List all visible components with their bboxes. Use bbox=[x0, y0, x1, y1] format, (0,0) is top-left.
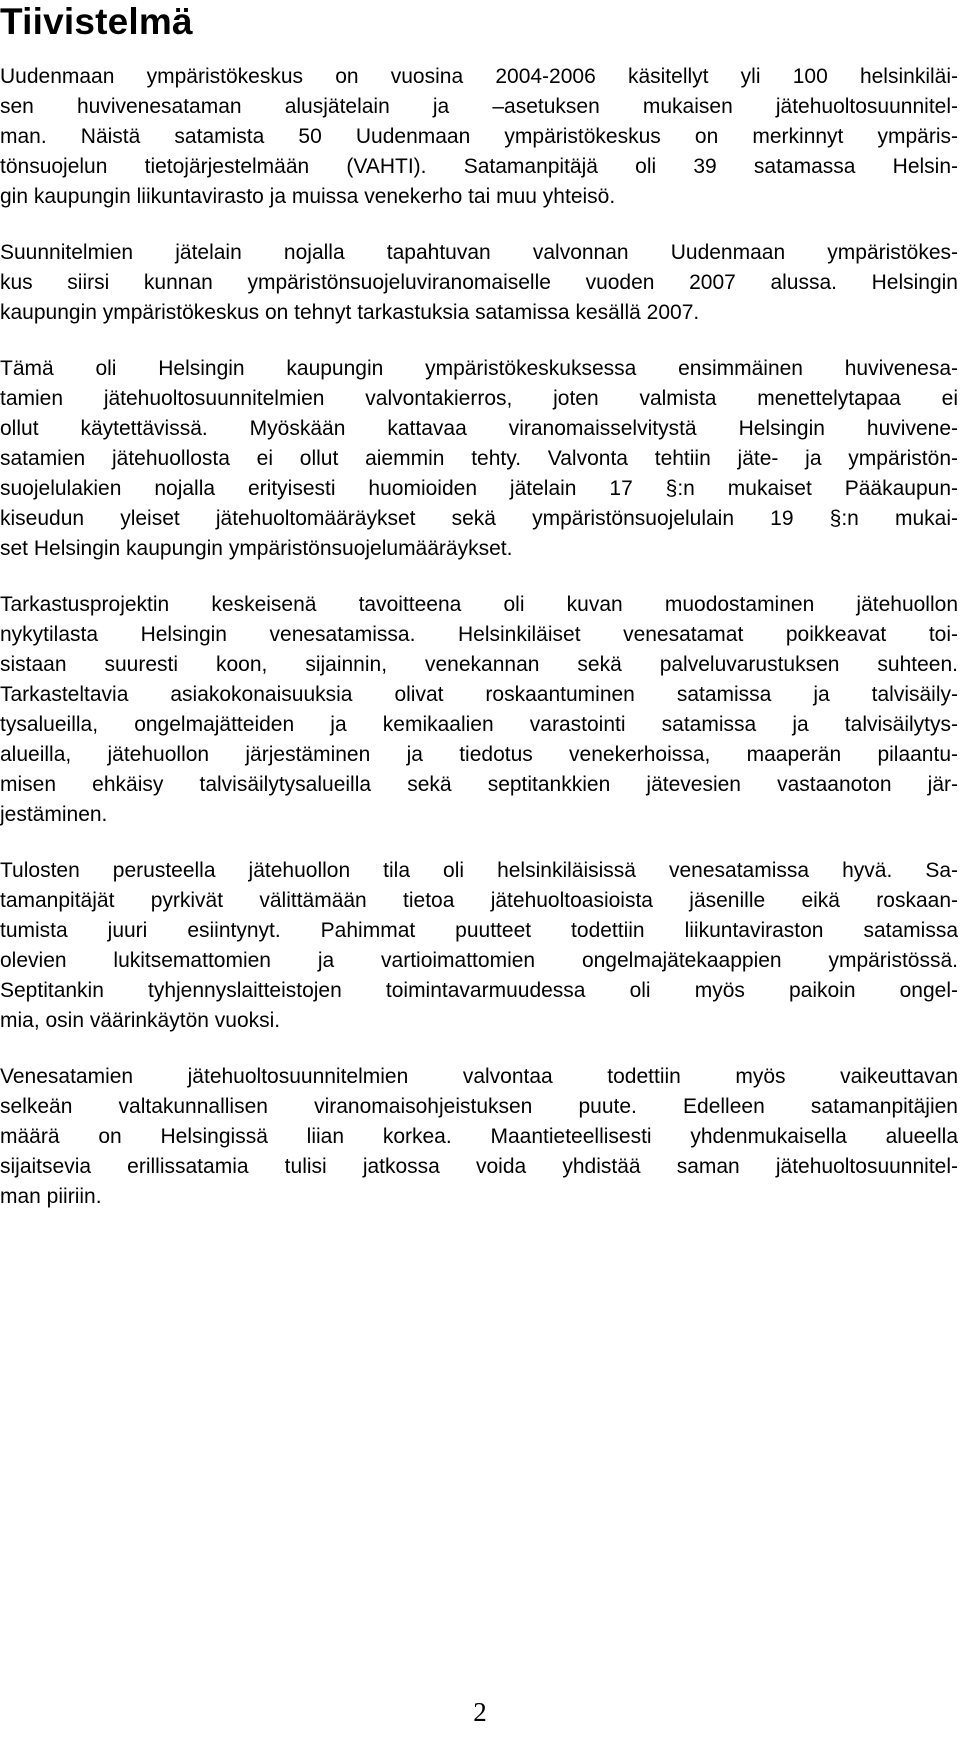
text-line: suojelulakien nojalla erityisesti huomioiden jätelain 17 §:n mukaiset Pääkaupun- bbox=[0, 477, 958, 500]
text-line: satamien jätehuollosta ei ollut aiemmin tehty. Valvonta tehtiin jäte- ja ympäristön- bbox=[0, 447, 958, 470]
paragraph-4 bbox=[0, 590, 958, 830]
text-line: ollut käytettävissä. Myöskään kattavaa viranomaisselvitystä Helsingin huvivene- bbox=[0, 417, 958, 440]
text-line: gin kaupungin liikuntavirasto ja muissa venekerho tai muu yhteisö. bbox=[0, 185, 616, 208]
paragraph-5 bbox=[0, 856, 958, 1036]
paragraph-1 bbox=[0, 62, 958, 212]
text-line: set Helsingin kaupungin ympäristönsuojelumääräykset. bbox=[0, 537, 513, 560]
text-line: tamanpitäjät pyrkivät välittämään tietoa jätehuoltoasioista jäsenille eikä roskaan- bbox=[0, 889, 958, 912]
paragraph-3 bbox=[0, 354, 958, 564]
text-line: kaupungin ympäristökeskus on tehnyt tarkastuksia satamissa kesällä 2007. bbox=[0, 301, 700, 324]
text-line: Tulosten perusteella jätehuollon tila oli helsinkiläisissä venesatamissa hyvä. Sa- bbox=[0, 859, 958, 882]
text-line: määrä on Helsingissä liian korkea. Maantieteellisesti yhdenmukaisella alueella bbox=[0, 1125, 958, 1148]
text-line: Tarkasteltavia asiakokonaisuuksia olivat roskaantuminen satamissa ja talvisäily- bbox=[0, 683, 958, 706]
paragraph-6 bbox=[0, 1062, 958, 1212]
text-line: jestäminen. bbox=[0, 803, 108, 826]
text-line: Septitankin tyhjennyslaitteistojen toimintavarmuudessa oli myös paikoin ongel- bbox=[0, 979, 958, 1002]
text-line: tysalueilla, ongelmajätteiden ja kemikaalien varastointi satamissa ja talvisäilytys- bbox=[0, 713, 958, 736]
text-line: nykytilasta Helsingin venesatamissa. Helsinkiläiset venesatamat poikkeavat toi- bbox=[0, 623, 958, 646]
text-line: kiseudun yleiset jätehuoltomääräykset sekä ympäristönsuojelulain 19 §:n mukai- bbox=[0, 507, 958, 530]
page-title: Tiivistelmä bbox=[0, 1, 193, 42]
text-line: sistaan suuresti koon, sijainnin, venekannan sekä palveluvarustuksen suhteen. bbox=[0, 653, 958, 676]
text-line: tamien jätehuoltosuunnitelmien valvontakierros, joten valmista menettelytapaa ei bbox=[0, 387, 958, 410]
text-line: tumista juuri esiintynyt. Pahimmat puutteet todettiin liikuntaviraston satamissa bbox=[0, 919, 958, 942]
text-line: kus siirsi kunnan ympäristönsuojeluviranomaiselle vuoden 2007 alussa. Helsingin bbox=[0, 271, 958, 294]
text-line: mia, osin väärinkäytön vuoksi. bbox=[0, 1009, 281, 1032]
text-line: Uudenmaan ympäristökeskus on vuosina 2004-2006 käsitellyt yli 100 helsinkiläi- bbox=[0, 65, 958, 88]
text-line: Suunnitelmien jätelain nojalla tapahtuvan valvonnan Uudenmaan ympäristökes- bbox=[0, 241, 958, 264]
text-line: misen ehkäisy talvisäilytysalueilla sekä septitankkien jätevesien vastaanoton jär- bbox=[0, 773, 958, 796]
text-line: Tämä oli Helsingin kaupungin ympäristökeskuksessa ensimmäinen huvivenesa- bbox=[0, 357, 958, 380]
text-line: alueilla, jätehuollon järjestäminen ja tiedotus venekerhoissa, maaperän pilaantu- bbox=[0, 743, 958, 766]
text-line: sijaitsevia erillissatamia tulisi jatkossa voida yhdistää saman jätehuoltosuunnitel- bbox=[0, 1155, 958, 1178]
text-line: tönsuojelun tietojärjestelmään (VAHTI). Satamanpitäjä oli 39 satamassa Helsin- bbox=[0, 155, 958, 178]
text-line: selkeän valtakunnallisen viranomaisohjeistuksen puute. Edelleen satamanpitäjien bbox=[0, 1095, 958, 1118]
page-number: 2 bbox=[473, 1697, 487, 1727]
text-line: man. Näistä satamista 50 Uudenmaan ympäristökeskus on merkinnyt ympäris- bbox=[0, 125, 958, 148]
text-line: Venesatamien jätehuoltosuunnitelmien valvontaa todettiin myös vaikeuttavan bbox=[0, 1065, 958, 1088]
text-line: olevien lukitsemattomien ja vartioimattomien ongelmajätekaappien ympäristössä. bbox=[0, 949, 958, 972]
paragraph-2 bbox=[0, 238, 958, 328]
text-line: sen huvivenesataman alusjätelain ja –asetuksen mukaisen jätehuoltosuunnitel- bbox=[0, 95, 958, 118]
text-line: Tarkastusprojektin keskeisenä tavoitteena oli kuvan muodostaminen jätehuollon bbox=[0, 593, 958, 616]
text-line: man piiriin. bbox=[0, 1185, 102, 1208]
summary-body bbox=[0, 62, 958, 1238]
